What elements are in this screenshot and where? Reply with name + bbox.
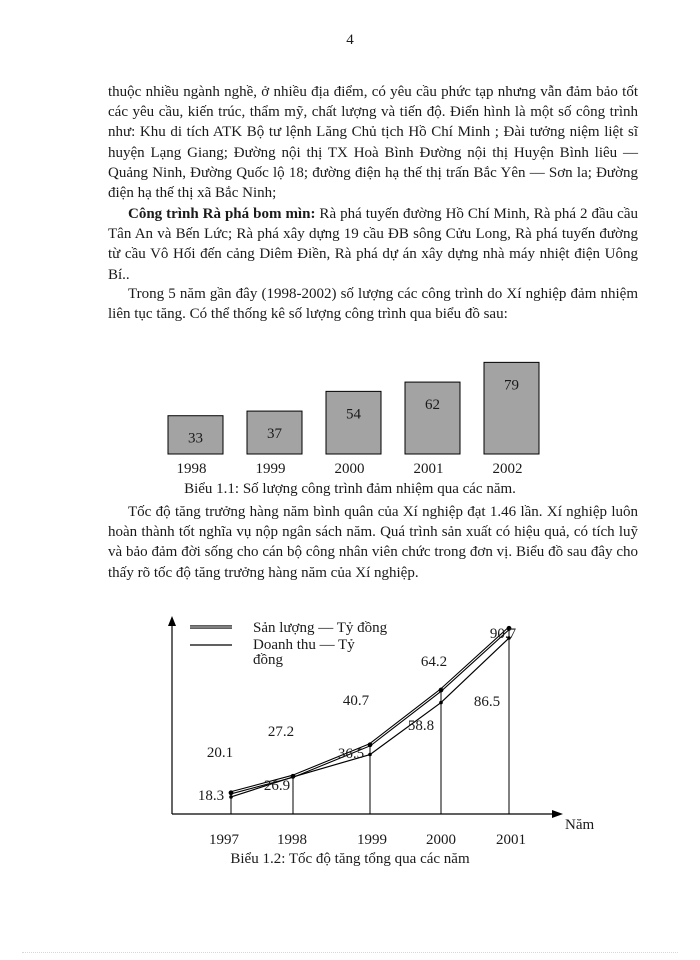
line-chart [0,600,700,850]
doanh-thu-value-label: 18.3 [197,788,225,804]
bar-value-label: 33 [188,430,203,447]
bar-year-label: 2001 [413,461,444,477]
x-axis-arrow-icon [552,810,563,818]
doanh-thu-value-label: 86.5 [473,694,501,710]
bar-year-label: 2000 [334,461,365,477]
san-luong-point [229,790,234,795]
doanh-thu-point [291,775,295,779]
doanh-thu-value-label: 36.5 [337,746,365,762]
x-tick-label: 1998 [277,832,307,848]
paragraph-growth-rate: Tốc độ tăng trưởng hàng năm bình quân của Xí nghiệp đạt 1.46 lần. Xí nghiệp luôn hoàn thành tốt nghĩa vụ nộp ngân sách năm. Quá trình sản xuất có hiệu quả, có tích luỹ và bảo đảm đời sống cho cán bộ công nhân viên chức trong đơn vị. Biểu đồ sau đây cho thấy rõ tốc độ tăng trưởng hàng năm của Xí nghiệp. [108,504,638,581]
bar-year-label: 1998 [176,461,207,477]
x-tick-label: 1997 [209,832,239,848]
bar-2000 [326,391,381,454]
san-luong-value-label: 64.2 [420,654,448,670]
san-luong-value-label: 27.2 [267,724,295,740]
bar-value-label: 62 [425,397,440,414]
x-tick-label: 1999 [357,832,387,848]
bar-value-label: 37 [267,426,282,443]
bar-value-label: 79 [504,377,519,394]
bar-2002 [484,362,539,454]
paragraph-project-count-intro: Trong 5 năm gần đây (1998-2002) số lượng các công trình do Xí nghiệp đảm nhiệm liên tục tăng. Có thể thống kê số lượng công trình qua biểu đồ sau: [108,286,638,323]
demining-text: Rà phá tuyến đường Hồ Chí Minh, Rà phá 2 đầu cầu Tân An và Bến Lức; Rà phá xây dựng 19 cầu ĐB sông Cửu Long, Rà phá tuyến đường từ cầu Vô Hối đến cảng Diêm Điền, Rà phá dự án xây dựng nhà máy nhiệt điện Uông Bí.. [108,206,638,283]
x-tick-label: 2001 [496,832,526,848]
legend-label-doanh-thu: Doanh thu — Tỷ [253,637,355,653]
page-number: 4 [346,32,354,48]
x-axis-label: Năm [565,817,595,833]
page-bottom-divider [22,952,678,953]
bar-chart [0,340,700,480]
san-luong-point [368,742,373,747]
doanh-thu-value-label: 58.8 [407,718,435,734]
legend-label-doanh-thu-cont: đồng [253,652,283,668]
bar-year-label: 2002 [492,461,523,477]
bar-chart-caption: Biểu 1.1: Số lượng công trình đảm nhiệm qua các năm. [184,481,516,497]
bar-2001 [405,382,460,454]
san-luong-point [439,688,444,693]
bar-value-label: 54 [346,406,361,423]
san-luong-value-label: 40.7 [342,693,370,709]
bar-year-label: 1999 [255,461,286,477]
x-tick-label: 2000 [426,832,456,848]
doanh-thu-point [439,701,443,705]
paragraph-notable-projects: thuộc nhiều ngành nghề, ở nhiều địa điểm, có yêu cầu phức tạp nhưng vẫn đảm bảo tốt các yêu cầu, kiến trúc, thẩm mỹ, chất lượng và tiến độ. Điển hình là một số công trình như: Khu di tích ATK Bộ tư lệnh Lăng Chủ tịch Hồ Chí Minh ; Đài tưởng niệm liệt sĩ huyện Lạng Giang; Đường nội thị TX Hoà Bình Đường nội thị Huyện Bình liêu — Quảng Ninh, Đường Quốc lộ 18; đường điện hạ thế thị trấn Bắc Yên — Sơn la; Đường điện hạ thế thị xã Bắc Ninh; [108,84,638,202]
line-chart-caption: Biểu 1.2: Tốc độ tăng tổng qua các năm [230,851,470,867]
san-luong-value-label: 20.1 [206,745,234,761]
doanh-thu-value-label: 26.9 [263,778,291,794]
doanh-thu-point [368,753,372,757]
demining-heading: Công trình Rà phá bom mìn: [128,206,316,222]
y-axis-arrow-icon [168,616,176,626]
paragraph-demining-projects [108,204,638,285]
legend-label-san-luong: Sản lượng — Tỷ đồng [253,620,388,636]
doanh-thu-point [229,795,233,799]
san-luong-value-label: 90.7 [489,626,517,642]
